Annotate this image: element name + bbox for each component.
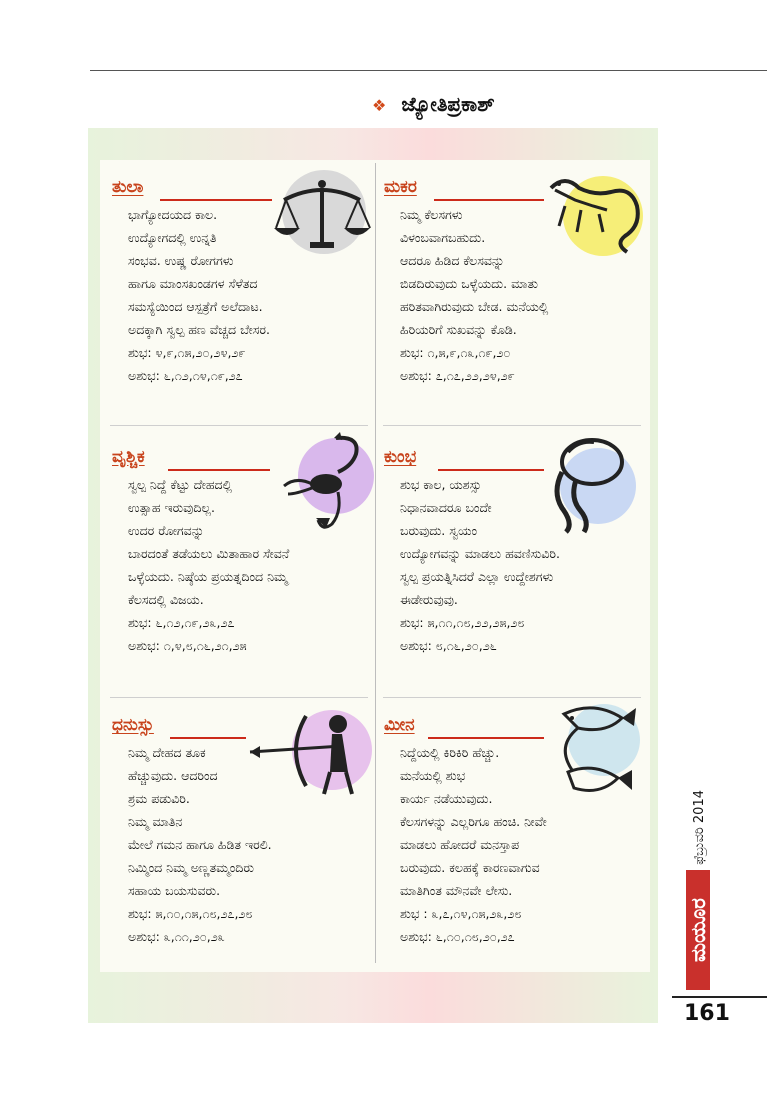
text-line: ನಿಮ್ಮ ದೇಹದ ತೂಕ <box>128 745 206 760</box>
sign-title: ಮೀನ <box>384 715 415 735</box>
scorpion-icon <box>276 432 376 542</box>
text-line: ಶುಭ: ೬,೧೨,೧೯,೨೩,೨೭ <box>128 615 235 630</box>
text-line: ಶುಭ: ೧,೫,೯,೧೩,೧೯,೨೦ <box>400 345 511 360</box>
text-line: ನಿದ್ದೆಯಲ್ಲಿ ಕಿರಿಕಿರಿ ಹೆಚ್ಚು. <box>400 745 500 760</box>
text-line: ಮಾತಿಗಿಂತ ಮೌನವೇ ಲೇಸು. <box>400 883 513 898</box>
text-line: ಸ್ವಲ್ಪ ನಿದ್ದೆ ಕೆಟ್ಟು ದೇಹದಲ್ಲಿ <box>128 477 233 492</box>
sign-title: ಧನುಸ್ಸು <box>112 715 154 735</box>
sign-text <box>400 203 548 387</box>
title-rule <box>170 737 246 739</box>
section-title: ಜ್ಯೋತಿಪ್ರಕಾಶ್ <box>401 92 495 116</box>
sign-text <box>128 473 289 657</box>
sea-goat-icon <box>545 166 645 256</box>
text-line: ಅಶುಭ: ೭,೧೭,೨೨,೨೪,೨೯ <box>400 368 515 383</box>
text-line: ಭಾಗ್ಯೋದಯದ ಕಾಲ. <box>128 207 218 222</box>
text-line: ಹೆಚ್ಚುವುದು. ಆದರಿಂದ <box>128 768 218 783</box>
text-line: ಉತ್ಸಾಹ ಇರುವುದಿಲ್ಲ. <box>128 500 215 515</box>
diamond-marker-icon: ❖ <box>372 96 387 115</box>
text-line: ವಿಳಂಬವಾಗಬಹುದು. <box>400 230 486 245</box>
text-line: ನಿಮ್ಮ ಮಾತಿನ <box>128 814 183 829</box>
text-line: ಹರಿತವಾಗಿರುವುದು ಬೇಡ. ಮನೆಯಲ್ಲಿ <box>400 299 549 314</box>
title-rule <box>168 469 270 471</box>
text-line: ಬರುವುದು. ಕಲಹಕ್ಕೆ ಕಾರಣವಾಗುವ <box>400 860 540 875</box>
text-line: ಹಾಗೂ ಮಾಂಸಖಂಡಗಳ ಸೆಳೆತದ <box>128 276 258 291</box>
issue-date: ಫೆಬ್ರುವರಿ 2014 <box>692 790 707 865</box>
text-line: ಬಿಡದಿರುವುದು ಒಳ್ಳೆಯದು. ಮಾತು <box>400 276 538 291</box>
top-rule <box>90 70 767 71</box>
text-line: ಕಾರ್ಯ ನಡೆಯುವುದು. <box>400 791 493 806</box>
text-line: ಹಿರಿಯರಿಗೆ ಸುಖವನ್ನು ಕೊಡಿ. <box>400 322 517 337</box>
text-line: ನಿಧಾನವಾದರೂ ಬಂದೇ <box>400 500 492 515</box>
magazine-logo: ಮಯೂರ <box>686 870 710 990</box>
sign-text <box>400 741 547 948</box>
scales-icon <box>272 166 372 256</box>
text-line: ನಿಮ್ಮಿಂದ ನಿಮ್ಮ ಅಣ್ಣತಮ್ಮಂದಿರು <box>128 860 254 875</box>
page-rule <box>672 996 767 998</box>
text-line: ಉದ್ಯೋಗವನ್ನು ಮಾಡಲು ಹವಣಿಸುವಿರಿ. <box>400 546 560 561</box>
fish-icon <box>548 698 644 804</box>
text-line: ಶುಭ: ೫,೧೧,೧೮,೨೨,೨೫,೨೮ <box>400 615 525 630</box>
text-line: ಅಶುಭ: ೮,೧೬,೨೦,೨೬ <box>400 638 497 653</box>
text-line: ಸ್ವಲ್ಪ ಪ್ರಯತ್ನಿಸಿದರೆ ಎಲ್ಲಾ ಉದ್ದೇಶಗಳು <box>400 569 554 584</box>
text-line: ಶುಭ ಕಾಲ, ಯಶಸ್ಸು <box>400 477 482 492</box>
sign-title: ಮಕರ <box>384 177 417 197</box>
text-line: ಸಹಾಯ ಬಯಸುವರು. <box>128 883 221 898</box>
text-line: ಅಶುಭ: ೬,೧೦,೧೮,೨೦,೨೭ <box>400 929 515 944</box>
column-divider <box>375 163 376 963</box>
text-line: ಕೆಲಸದಲ್ಲಿ ವಿಜಯ. <box>128 592 204 607</box>
text-line: ಮಾಡಲು ಹೋದರೆ ಮನಸ್ತಾಪ <box>400 837 520 852</box>
text-line: ಬಾರದಂತೆ ತಡೆಯಲು ಮಿತಾಹಾರ ಸೇವನೆ <box>128 546 290 561</box>
text-line: ಅಶುಭ: ೩,೧೧,೨೦,೨೩ <box>128 929 225 944</box>
text-line: ಕೆಲಸಗಳನ್ನು ಎಲ್ಲರಿಗೂ ಹಂಚಿ. ನೀವೇ <box>400 814 547 829</box>
title-rule <box>428 737 544 739</box>
text-line: ಉದ್ಯೋಗದಲ್ಲಿ ಉನ್ನತಿ <box>128 230 217 245</box>
text-line: ಆದರೂ ಹಿಡಿದ ಕೆಲಸವನ್ನು <box>400 253 505 268</box>
text-line: ಸಂಭವ. ಉಷ್ಣ ರೋಗಗಳು <box>128 253 234 268</box>
text-line: ಬರುವುದು. ಸ್ವಯಂ <box>400 523 478 538</box>
text-line: ನಿಮ್ಮ ಕೆಲಸಗಳು <box>400 207 463 222</box>
text-line: ಶುಭ: ೫,೧೦,೧೫,೧೮,೨೭,೨೮ <box>128 906 253 921</box>
page-number: 161 <box>684 1001 730 1026</box>
row-divider <box>110 697 368 698</box>
text-line: ಶ್ರಮ ಪಡುವಿರಿ. <box>128 791 190 806</box>
archer-icon <box>246 702 376 800</box>
row-divider <box>110 425 368 426</box>
text-line: ಈಡೇರುವುವು. <box>400 592 458 607</box>
sign-text <box>400 473 560 657</box>
sign-title: ಕುಂಭ <box>384 447 417 467</box>
sign-title: ತುಲಾ <box>112 177 144 197</box>
row-divider <box>383 425 641 426</box>
title-rule <box>160 199 272 201</box>
text-line: ಅಶುಭ: ೬,೧೨,೧೪,೧೯,೨೭ <box>128 368 243 383</box>
sign-title: ವೃಶ್ಚಿಕ <box>112 447 145 467</box>
water-pot-icon <box>548 432 644 537</box>
title-rule <box>438 469 544 471</box>
text-line: ಒಳ್ಳೆಯದು. ನಿಷ್ಠೆಯ ಪ್ರಯತ್ನದಿಂದ ನಿಮ್ಮ <box>128 569 288 584</box>
text-line: ಉದರ ರೋಗವನ್ನು <box>128 523 205 538</box>
text-line: ಶುಭ: ೪,೯,೧೫,೨೦,೨೪,೨೯ <box>128 345 246 360</box>
text-line: ಸಮಸ್ಯೆಯಿಂದ ಆಸ್ಪತ್ರೆಗೆ ಅಲೆದಾಟ. <box>128 299 263 314</box>
sign-text <box>128 203 270 387</box>
text-line: ಶುಭ : ೩,೭,೧೪,೧೫,೨೩,೨೮ <box>400 906 522 921</box>
section-header <box>372 92 495 116</box>
text-line: ಅಶುಭ: ೧,೪,೮,೧೬,೨೧,೨೫ <box>128 638 247 653</box>
title-rule <box>434 199 544 201</box>
text-line: ಮನೆಯಲ್ಲಿ ಶುಭ <box>400 768 466 783</box>
text-line: ಅದಕ್ಕಾಗಿ ಸ್ವಲ್ಪ ಹಣ ವೆಚ್ಚದ ಬೇಸರ. <box>128 322 270 337</box>
text-line: ಮೇಲೆ ಗಮನ ಹಾಗೂ ಹಿಡಿತ ಇರಲಿ. <box>128 837 272 852</box>
